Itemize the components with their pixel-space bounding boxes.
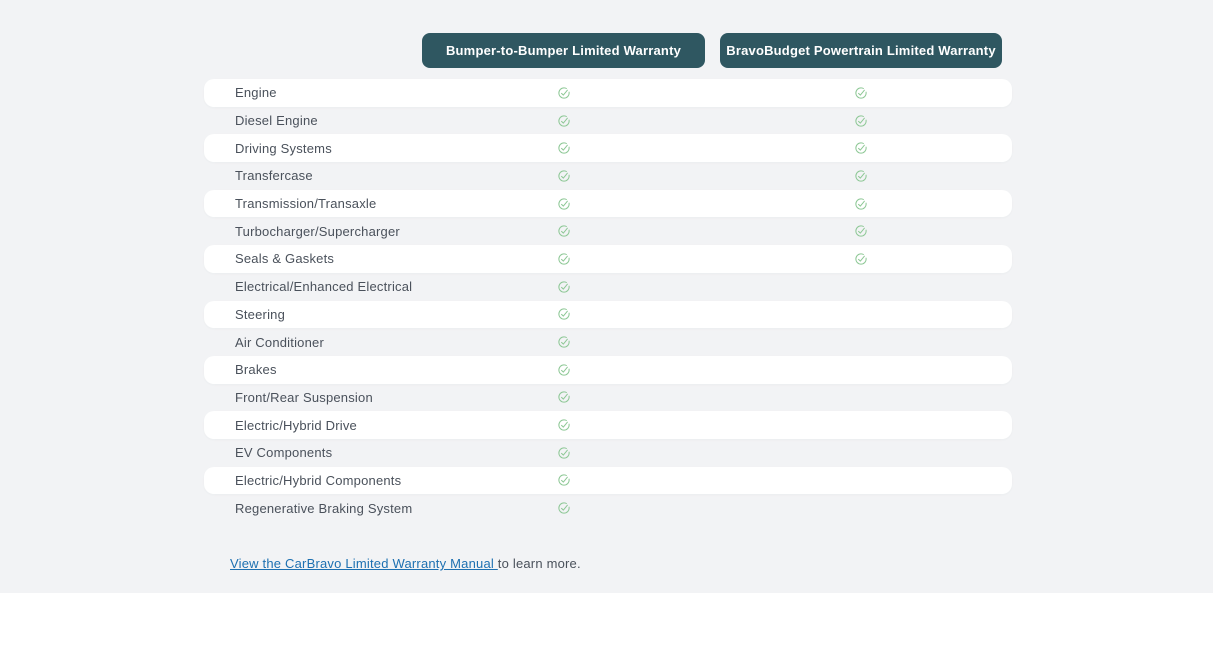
table-row	[204, 79, 1012, 107]
row-label: Electrical/Enhanced Electrical	[235, 279, 413, 295]
row-label: Diesel Engine	[235, 113, 318, 129]
column-headers	[204, 33, 1012, 68]
check-circle-icon	[720, 134, 1002, 162]
row-label: EV Components	[235, 445, 333, 461]
table-row	[204, 494, 1012, 522]
check-circle-icon	[422, 79, 705, 107]
comparison-content	[204, 0, 1012, 571]
check-circle-icon	[422, 245, 705, 273]
check-circle-icon	[422, 494, 705, 522]
table-row	[204, 467, 1012, 495]
table-row	[204, 356, 1012, 384]
column-gap	[705, 384, 720, 412]
header-gap	[705, 33, 720, 68]
column-gap	[705, 494, 720, 522]
check-circle-icon	[422, 439, 705, 467]
footer-suffix-text: to learn more.	[497, 556, 581, 571]
check-circle-icon	[422, 328, 705, 356]
check-circle-icon	[422, 134, 705, 162]
table-row	[204, 134, 1012, 162]
table-row	[204, 439, 1012, 467]
check-circle-icon	[720, 79, 1002, 107]
table-row	[204, 190, 1012, 218]
row-label: Transmission/Transaxle	[235, 196, 377, 212]
table-row	[204, 217, 1012, 245]
check-circle-icon	[720, 190, 1002, 218]
row-label: Brakes	[235, 362, 277, 378]
column-header-bravobudget-powertrain: BravoBudget Powertrain Limited Warranty	[720, 33, 1002, 68]
table-row	[204, 107, 1012, 135]
check-circle-icon	[720, 107, 1002, 135]
column-gap	[705, 79, 720, 107]
row-label: Seals & Gaskets	[235, 251, 335, 267]
check-circle-icon	[720, 162, 1002, 190]
check-circle-icon	[422, 162, 705, 190]
column-gap	[705, 301, 720, 329]
column-gap	[705, 273, 720, 301]
column-gap	[705, 411, 720, 439]
check-circle-icon	[720, 217, 1002, 245]
check-circle-icon	[422, 411, 705, 439]
row-label: Electric/Hybrid Drive	[235, 417, 357, 433]
row-label: Electric/Hybrid Components	[235, 472, 402, 488]
row-label: Turbocharger/Supercharger	[235, 223, 400, 239]
column-gap	[705, 439, 720, 467]
column-header-bumper-to-bumper: Bumper-to-Bumper Limited Warranty	[422, 33, 705, 68]
table-row	[204, 328, 1012, 356]
table-row	[204, 301, 1012, 329]
check-circle-icon	[422, 107, 705, 135]
row-label: Regenerative Braking System	[235, 500, 413, 516]
column-gap	[705, 217, 720, 245]
header-spacer	[204, 33, 422, 68]
column-gap	[705, 162, 720, 190]
column-gap	[705, 190, 720, 218]
check-circle-icon	[422, 301, 705, 329]
column-gap	[705, 107, 720, 135]
row-label: Air Conditioner	[235, 334, 324, 350]
warranty-comparison-table	[204, 79, 1012, 522]
check-circle-icon	[422, 356, 705, 384]
check-circle-icon	[422, 190, 705, 218]
check-circle-icon	[720, 245, 1002, 273]
row-label: Driving Systems	[235, 140, 332, 156]
column-gap	[705, 467, 720, 495]
row-label: Steering	[235, 306, 286, 322]
row-label: Front/Rear Suspension	[235, 389, 373, 405]
column-gap	[705, 328, 720, 356]
table-row	[204, 162, 1012, 190]
check-circle-icon	[422, 217, 705, 245]
column-gap	[705, 356, 720, 384]
column-gap	[705, 134, 720, 162]
table-row	[204, 273, 1012, 301]
table-row	[204, 384, 1012, 412]
footer-note	[204, 556, 1012, 571]
check-circle-icon	[422, 467, 705, 495]
row-label: Transfercase	[235, 168, 313, 184]
column-gap	[705, 245, 720, 273]
check-circle-icon	[422, 384, 705, 412]
check-circle-icon	[422, 273, 705, 301]
row-label: Engine	[235, 85, 277, 101]
warranty-manual-link[interactable]: View the CarBravo Limited Warranty Manual	[230, 556, 498, 571]
table-row	[204, 411, 1012, 439]
table-row	[204, 245, 1012, 273]
